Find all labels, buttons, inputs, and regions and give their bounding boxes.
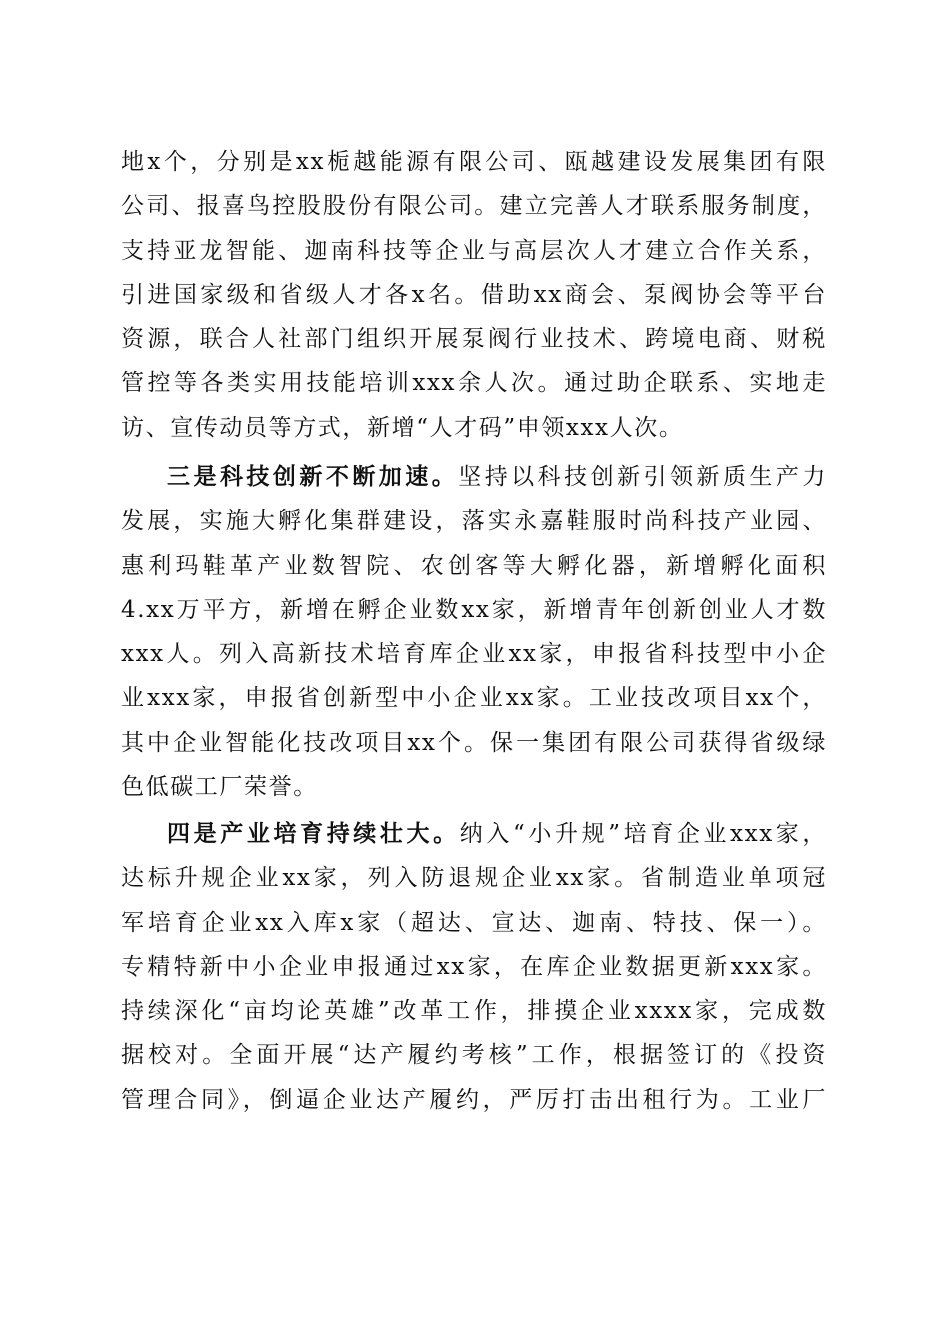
text-line: 访、宣传动员等方式，新增“人才码”申领xxx人次。 bbox=[121, 414, 684, 441]
text-line bbox=[121, 812, 827, 856]
text-line: 其中企业智能化技改项目xx个。保一集团有限公司获得省级绿 bbox=[121, 729, 827, 756]
paragraph-tech-innovation bbox=[121, 455, 827, 809]
text-line: 惠利玛鞋革产业数智院、农创客等大孵化器，新增孵化面积 bbox=[121, 552, 827, 579]
paragraph-talent bbox=[121, 140, 827, 450]
text-line-rest: 纳入“小升规”培育企业xxx家， bbox=[459, 821, 827, 847]
text-line: 业xxx家，申报省创新型中小企业xx家。工业技改项目xx个， bbox=[121, 685, 827, 712]
text-line: 管控等各类实用技能培训xxx余人次。通过助企联系、实地走 bbox=[121, 370, 827, 397]
text-line: 色低碳工厂荣誉。 bbox=[121, 774, 318, 801]
paragraph-lead: 四是产业培育持续壮大。 bbox=[167, 820, 460, 847]
paragraph-industry-cultivation bbox=[121, 812, 827, 1122]
text-line: 支持亚龙智能、迦南科技等企业与高层次人才建立合作关系， bbox=[121, 237, 827, 264]
text-line: 引进国家级和省级人才各x名。借助xx商会、泵阀协会等平台 bbox=[121, 281, 827, 308]
text-line: xxx人。列入高新技术培育库企业xx家，申报省科技型中小企 bbox=[121, 641, 827, 668]
text-line: 地x个，分别是xx栀越能源有限公司、瓯越建设发展集团有限 bbox=[121, 149, 827, 175]
text-line: 据校对。全面开展“达产履约考核”工作，根据签订的《投资 bbox=[121, 1042, 827, 1069]
text-line: 达标升规企业xx家，列入防退规企业xx家。省制造业单项冠 bbox=[121, 865, 827, 892]
text-line: 持续深化“亩均论英雄”改革工作，排摸企业xxxx家，完成数 bbox=[121, 998, 827, 1025]
text-line: 公司、报喜鸟控股股份有限公司。建立完善人才联系服务制度， bbox=[121, 193, 827, 220]
text-line-rest: 坚持以科技创新引领新质生产力 bbox=[458, 464, 827, 490]
paragraph-lead: 三是科技创新不断加速。 bbox=[167, 463, 459, 490]
text-line: 管理合同》，倒逼企业达产履约，严厉打击出租行为。工业厂 bbox=[121, 1086, 827, 1113]
text-line bbox=[121, 455, 827, 499]
text-line: 专精特新中小企业申报通过xx家，在库企业数据更新xxx家。 bbox=[121, 953, 827, 980]
text-line: 发展，实施大孵化集群建设，落实永嘉鞋服时尚科技产业园、 bbox=[121, 508, 827, 535]
text-line: 资源，联合人社部门组织开展泵阀行业技术、跨境电商、财税 bbox=[121, 326, 827, 353]
text-line: 4.xx万平方，新增在孵企业数xx家，新增青年创新创业人才数 bbox=[121, 596, 827, 623]
text-line: 军培育企业xx入库x家（超达、宣达、迦南、特技、保一）。 bbox=[121, 909, 827, 936]
